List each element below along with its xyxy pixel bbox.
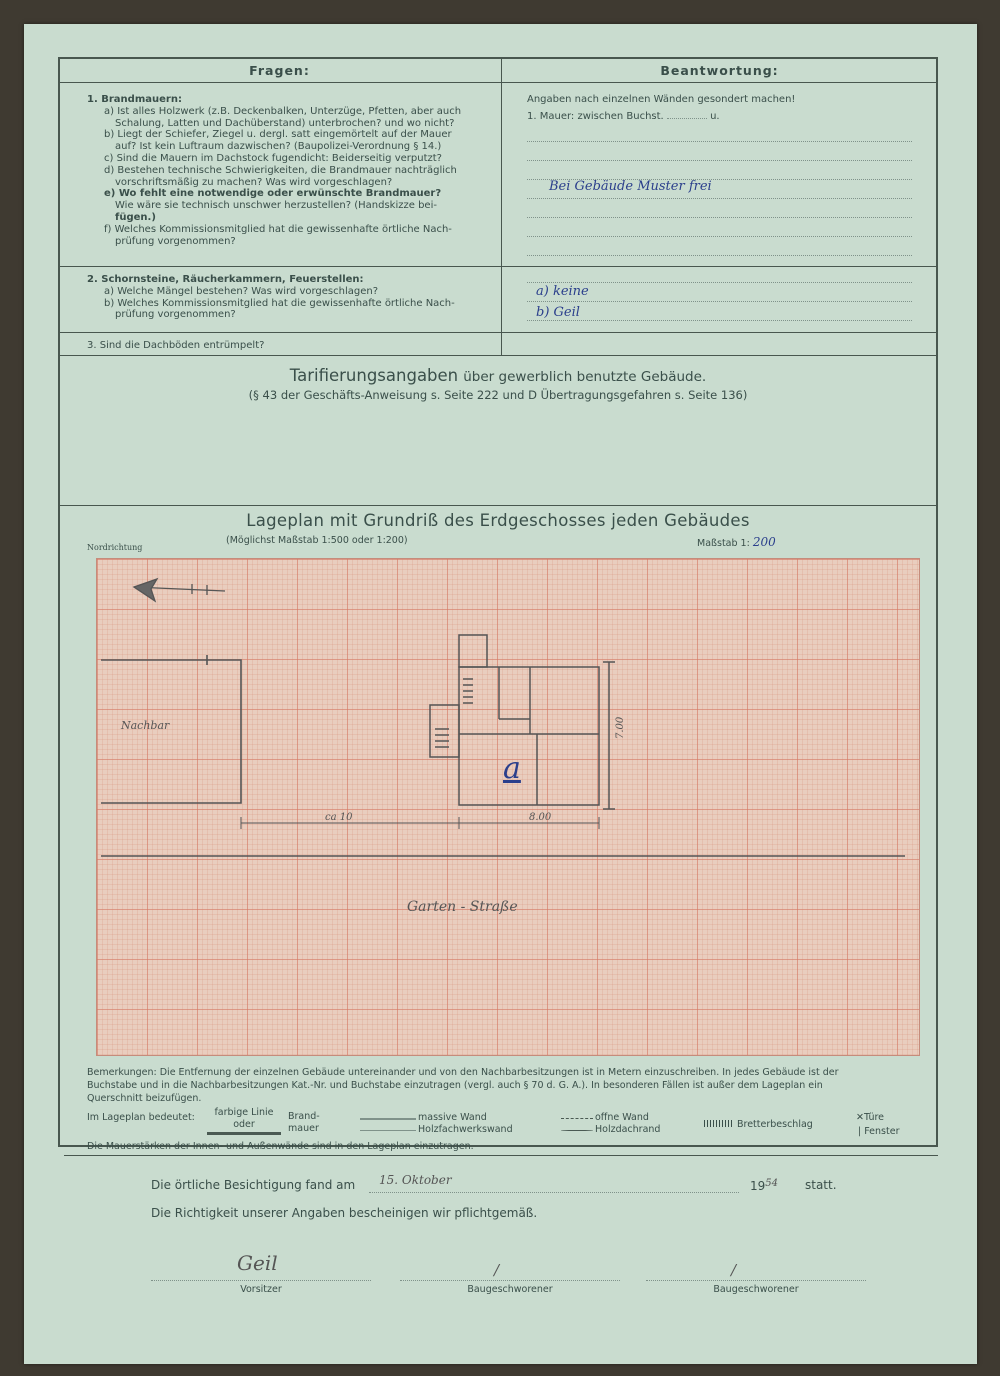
year-prefix: 19 bbox=[750, 1179, 766, 1193]
tarif-title: Tarifierungsangaben bbox=[289, 366, 459, 385]
legend-bretter-symbol bbox=[704, 1120, 734, 1127]
window-bar-icon: | bbox=[858, 1126, 862, 1137]
q2-b2: prüfung vorgenommen? bbox=[115, 309, 236, 321]
q1-e2: Wie wäre sie technisch unschwer herzustellen? (Handskizze bei- bbox=[115, 200, 437, 212]
legend-tuere-label: Türe bbox=[863, 1112, 885, 1123]
signature-line bbox=[400, 1280, 620, 1281]
legend-holzdach: Holzdachrand bbox=[595, 1124, 661, 1135]
q1-f2: prüfung vorgenommen? bbox=[115, 235, 236, 247]
answer-line bbox=[527, 236, 912, 237]
q2-b: b) Welches Kommissionsmitglied hat die gewissenhafte örtliche Nach- bbox=[104, 297, 455, 309]
question-1-block bbox=[87, 94, 495, 247]
q1-d2: vorschriftsmäßig zu machen? Was wird vorgeschlagen? bbox=[115, 176, 393, 188]
legend-offen-symbol bbox=[561, 1118, 593, 1119]
legend-intro: Im Lageplan bedeutet: bbox=[87, 1112, 195, 1123]
answer-line bbox=[527, 198, 912, 199]
signature-juror-1: / bbox=[494, 1261, 500, 1279]
legend-farbige: farbige Linie bbox=[214, 1107, 274, 1118]
a2-handwriting-b: b) Geil bbox=[536, 305, 580, 320]
q1-e3: fügen.) bbox=[115, 211, 156, 223]
legend-oder: oder bbox=[233, 1119, 255, 1130]
legend-bretter: Bretterbeschlag bbox=[737, 1119, 813, 1130]
neighbor-label: Nachbar bbox=[121, 719, 170, 732]
scale-value: 200 bbox=[752, 535, 776, 549]
header-questions: Fragen: bbox=[249, 63, 310, 78]
remarks-line3: Querschnitt beizufügen. bbox=[87, 1093, 202, 1104]
remarks-block bbox=[87, 1066, 927, 1105]
answer-1-block bbox=[527, 94, 932, 123]
role-juror-1: Baugeschworener bbox=[467, 1284, 553, 1295]
legend-tuere bbox=[856, 1112, 884, 1123]
footer-divider bbox=[64, 1155, 938, 1156]
wall-note: Die Mauerstärken der Innen- und Außenwände sind in den Lageplan einzutragen. bbox=[87, 1141, 474, 1152]
a1-between: 1. Mauer: zwischen Buchst. bbox=[527, 110, 664, 122]
dimension-distance: ca 10 bbox=[325, 812, 353, 823]
answer-line bbox=[527, 217, 912, 218]
remarks-line1: Bemerkungen: Die Entfernung der einzelnen Gebäude untereinander und von den Nachbarbesitzungen ist in Metern einzuschreiben. In jedes Gebäude ist der bbox=[87, 1067, 839, 1078]
signature-chair: Geil bbox=[237, 1251, 278, 1275]
door-x-icon: ✕ bbox=[856, 1112, 864, 1123]
a1-handwriting: Bei Gebäude Muster frei bbox=[549, 179, 712, 194]
legend-fenster-label: Fenster bbox=[864, 1126, 900, 1137]
legend-massiv: massive Wand bbox=[418, 1112, 487, 1123]
a1-wall-line bbox=[527, 111, 932, 123]
q1-f: f) Welches Kommissionsmitglied hat die gewissenhafte örtliche Nach- bbox=[104, 223, 452, 235]
year bbox=[750, 1178, 778, 1193]
question-2-block bbox=[87, 274, 495, 321]
q1-d: d) Bestehen technische Schwierigkeiten, die Brandmauer nachträglich bbox=[104, 164, 457, 176]
q1-b: b) Liegt der Schiefer, Ziegel u. dergl. satt eingemörtelt auf der Mauer bbox=[104, 129, 452, 141]
signature-line bbox=[151, 1280, 371, 1281]
date-line bbox=[369, 1192, 739, 1193]
plan-subtitle: (Möglichst Maßstab 1:500 oder 1:200) bbox=[226, 535, 408, 546]
q2-a: a) Welche Mängel bestehen? Was wird vorgeschlagen? bbox=[104, 285, 379, 297]
street-name: Garten - Straße bbox=[407, 899, 518, 915]
signature-juror-2: / bbox=[731, 1261, 737, 1279]
question-3: 3. Sind die Dachböden entrümpelt? bbox=[87, 340, 265, 351]
signature-line bbox=[646, 1280, 866, 1281]
year-suffix: 54 bbox=[765, 1178, 779, 1189]
q1-a2: Schalung, Latten und Dachüberstand) unterbrochen? und wo nicht? bbox=[115, 117, 455, 129]
plan-grid bbox=[96, 558, 920, 1056]
certify-text: Die Richtigkeit unserer Angaben bescheinigen wir pflichtgemäß. bbox=[151, 1206, 538, 1220]
legend-holzfach-symbol bbox=[360, 1130, 416, 1131]
legend-color-swatch bbox=[207, 1132, 281, 1135]
statt-label: statt. bbox=[805, 1178, 837, 1192]
legend-color-line bbox=[207, 1107, 281, 1135]
header-divider bbox=[58, 82, 938, 83]
answer-line bbox=[527, 160, 912, 161]
dimension-height: 7.00 bbox=[615, 716, 626, 739]
answer-line bbox=[527, 320, 912, 321]
header-answers: Beantwortung: bbox=[660, 63, 779, 78]
q1-title: 1. Brandmauern: bbox=[87, 94, 182, 105]
legend-holzfach: Holzfachwerkswand bbox=[418, 1124, 513, 1135]
q1-e: e) Wo fehlt eine notwendige oder erwünschte Brandmauer? bbox=[104, 188, 442, 200]
legend-mauer: mauer bbox=[288, 1123, 319, 1134]
inspection-date: 15. Oktober bbox=[379, 1173, 452, 1187]
legend-brandmauer bbox=[288, 1111, 320, 1135]
q1-a: a) Ist alles Holzwerk (z.B. Deckenbalken, Unterzüge, Pfetten, aber auch bbox=[104, 105, 462, 117]
answer-line bbox=[527, 282, 912, 283]
tarif-subtitle: (§ 43 der Geschäfts-Anweisung s. Seite 222 und D Übertragungsgefahren s. Seite 136) bbox=[248, 388, 748, 402]
answer-line bbox=[527, 141, 912, 142]
plan-title: Lageplan mit Grundriß des Erdgeschosses jeden Gebäudes bbox=[246, 511, 750, 530]
legend-offen: offne Wand bbox=[595, 1112, 649, 1123]
form-sheet bbox=[24, 24, 977, 1364]
legend-fenster bbox=[858, 1126, 899, 1137]
building-letter: a bbox=[503, 751, 521, 786]
role-chair: Vorsitzer bbox=[240, 1284, 282, 1295]
scale-label: Maßstab 1: bbox=[697, 538, 750, 549]
q1-b2: auf? Ist kein Luftraum dazwischen? (Baupolizei-Verordnung § 14.) bbox=[115, 141, 442, 153]
role-juror-2: Baugeschworener bbox=[713, 1284, 799, 1295]
answer-line bbox=[527, 301, 912, 302]
north-label: Nordrichtung bbox=[87, 543, 143, 552]
answer-line bbox=[527, 255, 912, 256]
inspection-text: Die örtliche Besichtigung fand am bbox=[151, 1178, 356, 1192]
q1-c: c) Sind die Mauern im Dachstock fugendicht: Beiderseitig verputzt? bbox=[104, 152, 442, 164]
tarif-heading bbox=[58, 366, 938, 385]
q2-title: 2. Schornsteine, Räucherkammern, Feuerstellen: bbox=[87, 274, 364, 285]
remarks-line2: Buchstabe und in die Nachbarbesitzungen Kat.-Nr. und Buchstabe einzutragen (vergl. auch § 70 d. G. A.). In besonderen Fällen ist außer dem Lageplan ein bbox=[87, 1080, 823, 1091]
building-a-floorplan bbox=[430, 635, 615, 809]
site-plan-drawing bbox=[97, 559, 919, 1055]
dimension-width: 8.00 bbox=[529, 812, 552, 823]
a1-and: u. bbox=[710, 110, 720, 122]
row-divider bbox=[58, 355, 938, 356]
row-divider bbox=[58, 266, 938, 267]
row-divider bbox=[58, 505, 938, 506]
north-arrow bbox=[134, 579, 225, 601]
tarif-title-rest: über gewerblich benutzte Gebäude. bbox=[463, 369, 707, 385]
plan-scale bbox=[697, 535, 776, 549]
legend-brand: Brand- bbox=[288, 1111, 320, 1122]
a2-handwriting-a: a) keine bbox=[536, 284, 589, 299]
legend-massiv-symbol bbox=[360, 1118, 416, 1120]
row-divider bbox=[58, 332, 938, 333]
a1-instruction: Angaben nach einzelnen Wänden gesondert machen! bbox=[527, 94, 796, 105]
column-divider bbox=[501, 57, 502, 355]
